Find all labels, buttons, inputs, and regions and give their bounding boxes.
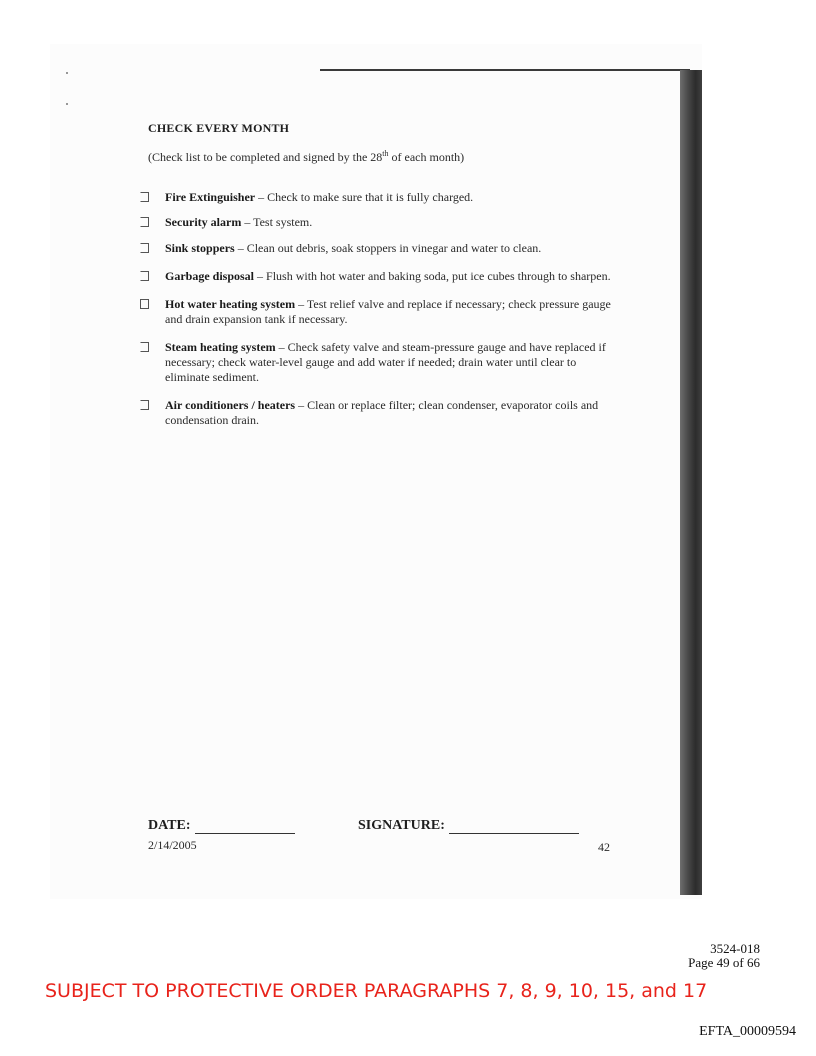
case-number: 3524-018	[710, 941, 760, 956]
bates-number: EFTA_00009594	[699, 1024, 796, 1039]
item-title: Sink stoppers	[165, 241, 235, 255]
item-title: Fire Extinguisher	[165, 190, 256, 204]
checklist-item-air-conditioners	[140, 398, 620, 428]
checkbox-icon[interactable]	[140, 192, 149, 202]
page-heading: CHECK EVERY MONTH	[148, 121, 290, 135]
instructions-text-end: of each month)	[388, 150, 465, 164]
date-label: DATE:	[148, 818, 191, 833]
page-number: 42	[598, 840, 610, 854]
checkbox-icon[interactable]	[140, 299, 149, 309]
item-text: – Test system.	[241, 215, 313, 229]
document-date: 2/14/2005	[148, 838, 197, 852]
checkbox-icon[interactable]	[140, 217, 149, 227]
checklist	[140, 190, 620, 428]
checklist-item-garbage-disposal	[140, 269, 620, 284]
item-title: Security alarm	[165, 215, 242, 229]
checklist-item-hot-water-heating	[140, 297, 620, 327]
item-text: – Test relief valve and replace if necessary; check pressure gauge and drain expansion tank if necessary.	[165, 297, 611, 326]
item-title: Steam heating system	[165, 340, 276, 354]
date-field	[148, 818, 295, 834]
case-stamp	[688, 942, 760, 970]
scan-shadow-edge	[680, 70, 702, 895]
item-text: – Check safety valve and steam-pressure gauge and have replaced if necessary; check water-level gauge and add water if needed; drain water until clear to eliminate sediment.	[165, 340, 606, 384]
checklist-item-fire-extinguisher	[140, 190, 620, 205]
signature-input-line[interactable]	[449, 819, 579, 834]
item-text: – Check to make sure that it is fully charged.	[255, 190, 474, 204]
checklist-item-sink-stoppers	[140, 241, 620, 256]
ordinal-suffix: th	[382, 149, 389, 158]
item-text: – Clean out debris, soak stoppers in vinegar and water to clean.	[234, 241, 542, 255]
scan-speck	[66, 103, 68, 105]
page-count: Page 49 of 66	[688, 955, 760, 970]
checklist-item-steam-heating	[140, 340, 620, 385]
signature-label: SIGNATURE:	[358, 818, 445, 833]
instructions	[148, 149, 464, 165]
signature-field	[358, 818, 579, 834]
item-text: – Clean or replace filter; clean condenser, evaporator coils and condensation drain.	[165, 398, 599, 427]
date-input-line[interactable]	[195, 819, 295, 834]
checkbox-icon[interactable]	[140, 271, 149, 281]
scanned-page	[50, 44, 702, 899]
instructions-text: (Check list to be completed and signed by the 28	[148, 150, 383, 164]
item-title: Air conditioners / heaters	[165, 398, 296, 412]
protective-order-notice: SUBJECT TO PROTECTIVE ORDER PARAGRAPHS 7, 8, 9, 10, 15, and 17	[45, 980, 708, 1002]
item-title: Garbage disposal	[165, 269, 255, 283]
item-text: – Flush with hot water and baking soda, put ice cubes through to sharpen.	[254, 269, 611, 283]
scan-speck	[66, 72, 68, 74]
checklist-item-security-alarm	[140, 215, 620, 230]
top-rule	[320, 69, 690, 71]
checkbox-icon[interactable]	[140, 243, 149, 253]
item-title: Hot water heating system	[165, 297, 296, 311]
checkbox-icon[interactable]	[140, 342, 149, 352]
checkbox-icon[interactable]	[140, 400, 149, 410]
